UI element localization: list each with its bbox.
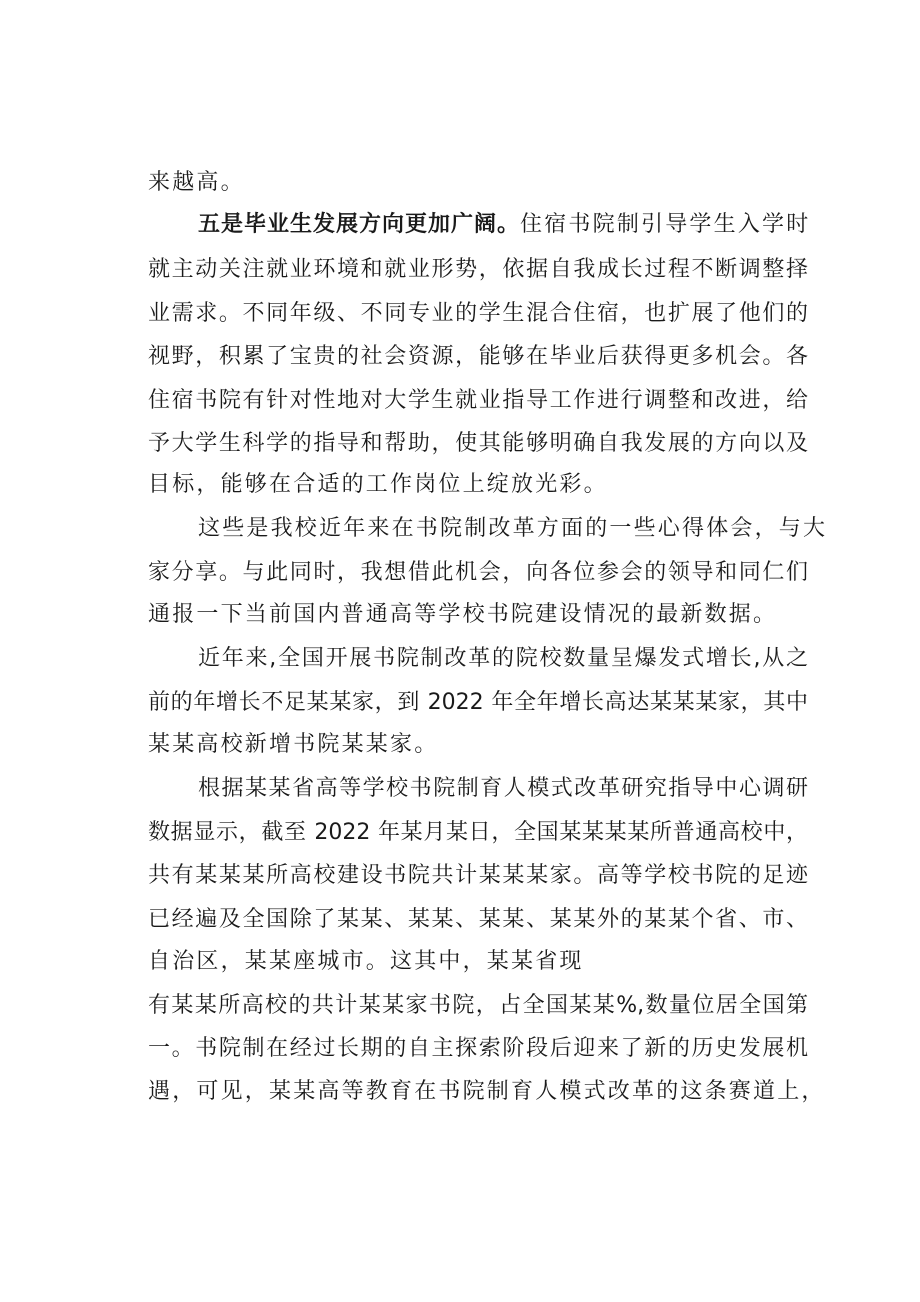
- text-run: 住宿书院制引导学生入学时: [520, 212, 811, 237]
- text-line: 自治区，某某座城市。这其中，某某省现: [148, 949, 584, 974]
- text-line: 目标，能够在合适的工作岗位上绽放光彩。: [148, 472, 608, 497]
- text-line: 共有某某某所高校建设书院共计某某某家。高等学校书院的足迹: [148, 863, 808, 888]
- text-line: 前的年增长不足某某家，到 2022 年全年增长高达某某某家，其中: [148, 690, 808, 715]
- text-line: 数据显示，截至 2022 年某月某日，全国某某某某所普通高校中，: [148, 820, 808, 845]
- text-line: 根据某某省高等学校书院制育人模式改革研究指导中心调研: [198, 776, 808, 801]
- text-line: 近年来,全国开展书院制改革的院校数量呈爆发式增长,从之: [198, 646, 808, 671]
- text-line: 就主动关注就业环境和就业形势，依据自我成长过程不断调整择: [148, 257, 808, 282]
- text-line: 有某某所高校的共计某某家书院，占全国某某%,数量位居全国第: [148, 993, 808, 1018]
- text-line: 已经遍及全国除了某某、某某、某某、某某外的某某个省、市、: [148, 907, 808, 932]
- text-line: 家分享。与此同时，我想借此机会，向各位参会的领导和同仁们: [148, 560, 808, 585]
- text-line: 来越高。: [148, 170, 245, 195]
- paragraph-heading-line: [198, 210, 858, 240]
- text-line: 住宿书院有针对性地对大学生就业指导工作进行调整和改进，给: [148, 388, 808, 413]
- text-line: 予大学生科学的指导和帮助，使其能够明确自我发展的方向以及: [148, 431, 808, 456]
- text-line: 视野，积累了宝贵的社会资源，能够在毕业后获得更多机会。各: [148, 344, 808, 369]
- text-line: 某某高校新增书院某某家。: [148, 732, 439, 757]
- text-line: 通报一下当前国内普通高等学校书院建设情况的最新数据。: [148, 602, 778, 627]
- bold-heading: 五是毕业生发展方向更加广阔。: [198, 212, 521, 237]
- text-line: 业需求。不同年级、不同专业的学生混合住宿，也扩展了他们的: [148, 301, 808, 326]
- text-line: 这些是我校近年来在书院制改革方面的一些心得体会，与大: [198, 516, 828, 541]
- text-line: 一。书院制在经过长期的自主探索阶段后迎来了新的历史发展机: [148, 1036, 808, 1061]
- text-line: 遇，可见，某某高等教育在书院制育人模式改革的这条赛道上，: [148, 1079, 826, 1104]
